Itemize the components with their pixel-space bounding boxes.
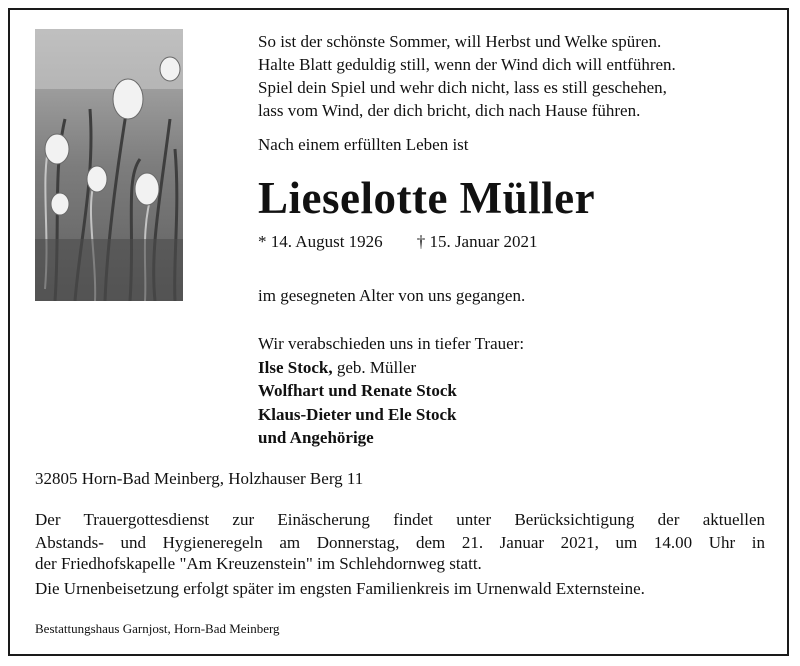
mourners-block	[258, 332, 524, 450]
service-line: der Friedhofskapelle "Am Kreuzenstein" im Schlehdornweg statt.	[35, 554, 482, 573]
service-line: Der Trauergottesdienst zur Einäscherung findet unter Berücksichtigung der aktuellen	[35, 510, 765, 529]
poem-line: So ist der schönste Sommer, will Herbst und Welke spüren.	[258, 32, 662, 51]
deceased-name: Lieselotte Müller	[258, 173, 596, 223]
service-line: Abstands- und Hygieneregeln am Donnerstag, dem 21. Januar 2021, um 14.00 Uhr in	[35, 533, 765, 552]
snowdrop-photo	[35, 29, 183, 301]
poem-line: Spiel dein Spiel und wehr dich nicht, lass es still geschehen,	[258, 78, 667, 97]
service-line: Die Urnenbeisetzung erfolgt später im engsten Familienkreis im Urnenwald Externsteine.	[35, 579, 645, 598]
undertaker: Bestattungshaus Garnjost, Horn-Bad Meinberg	[35, 621, 280, 636]
poem	[258, 30, 676, 122]
poem-line: lass vom Wind, der dich bricht, dich nach Hause führen.	[258, 101, 641, 120]
poem-line: Halte Blatt geduldig still, wenn der Wind dich will entführen.	[258, 55, 676, 74]
service-text	[35, 508, 765, 554]
mourner-line: Wolfhart und Renate Stock	[258, 381, 457, 400]
death-date: † 15. Januar 2021	[416, 232, 538, 251]
intro-text: Nach einem erfüllten Leben ist	[258, 135, 469, 154]
mourner-line: Klaus-Dieter und Ele Stock	[258, 404, 457, 424]
aged-text: im gesegneten Alter von uns gegangen.	[258, 286, 526, 305]
mourner-line	[258, 356, 524, 380]
mourners-heading: Wir verabschieden uns in tiefer Trauer:	[258, 334, 525, 353]
birth-date: * 14. August 1926	[258, 232, 383, 251]
address: 32805 Horn-Bad Meinberg, Holzhauser Berg 11	[35, 469, 364, 488]
mourner-name: Ilse Stock,	[258, 357, 333, 377]
life-dates	[258, 232, 538, 252]
mourner-note: geb. Müller	[332, 357, 417, 377]
mourner-line: und Angehörige	[258, 428, 374, 447]
